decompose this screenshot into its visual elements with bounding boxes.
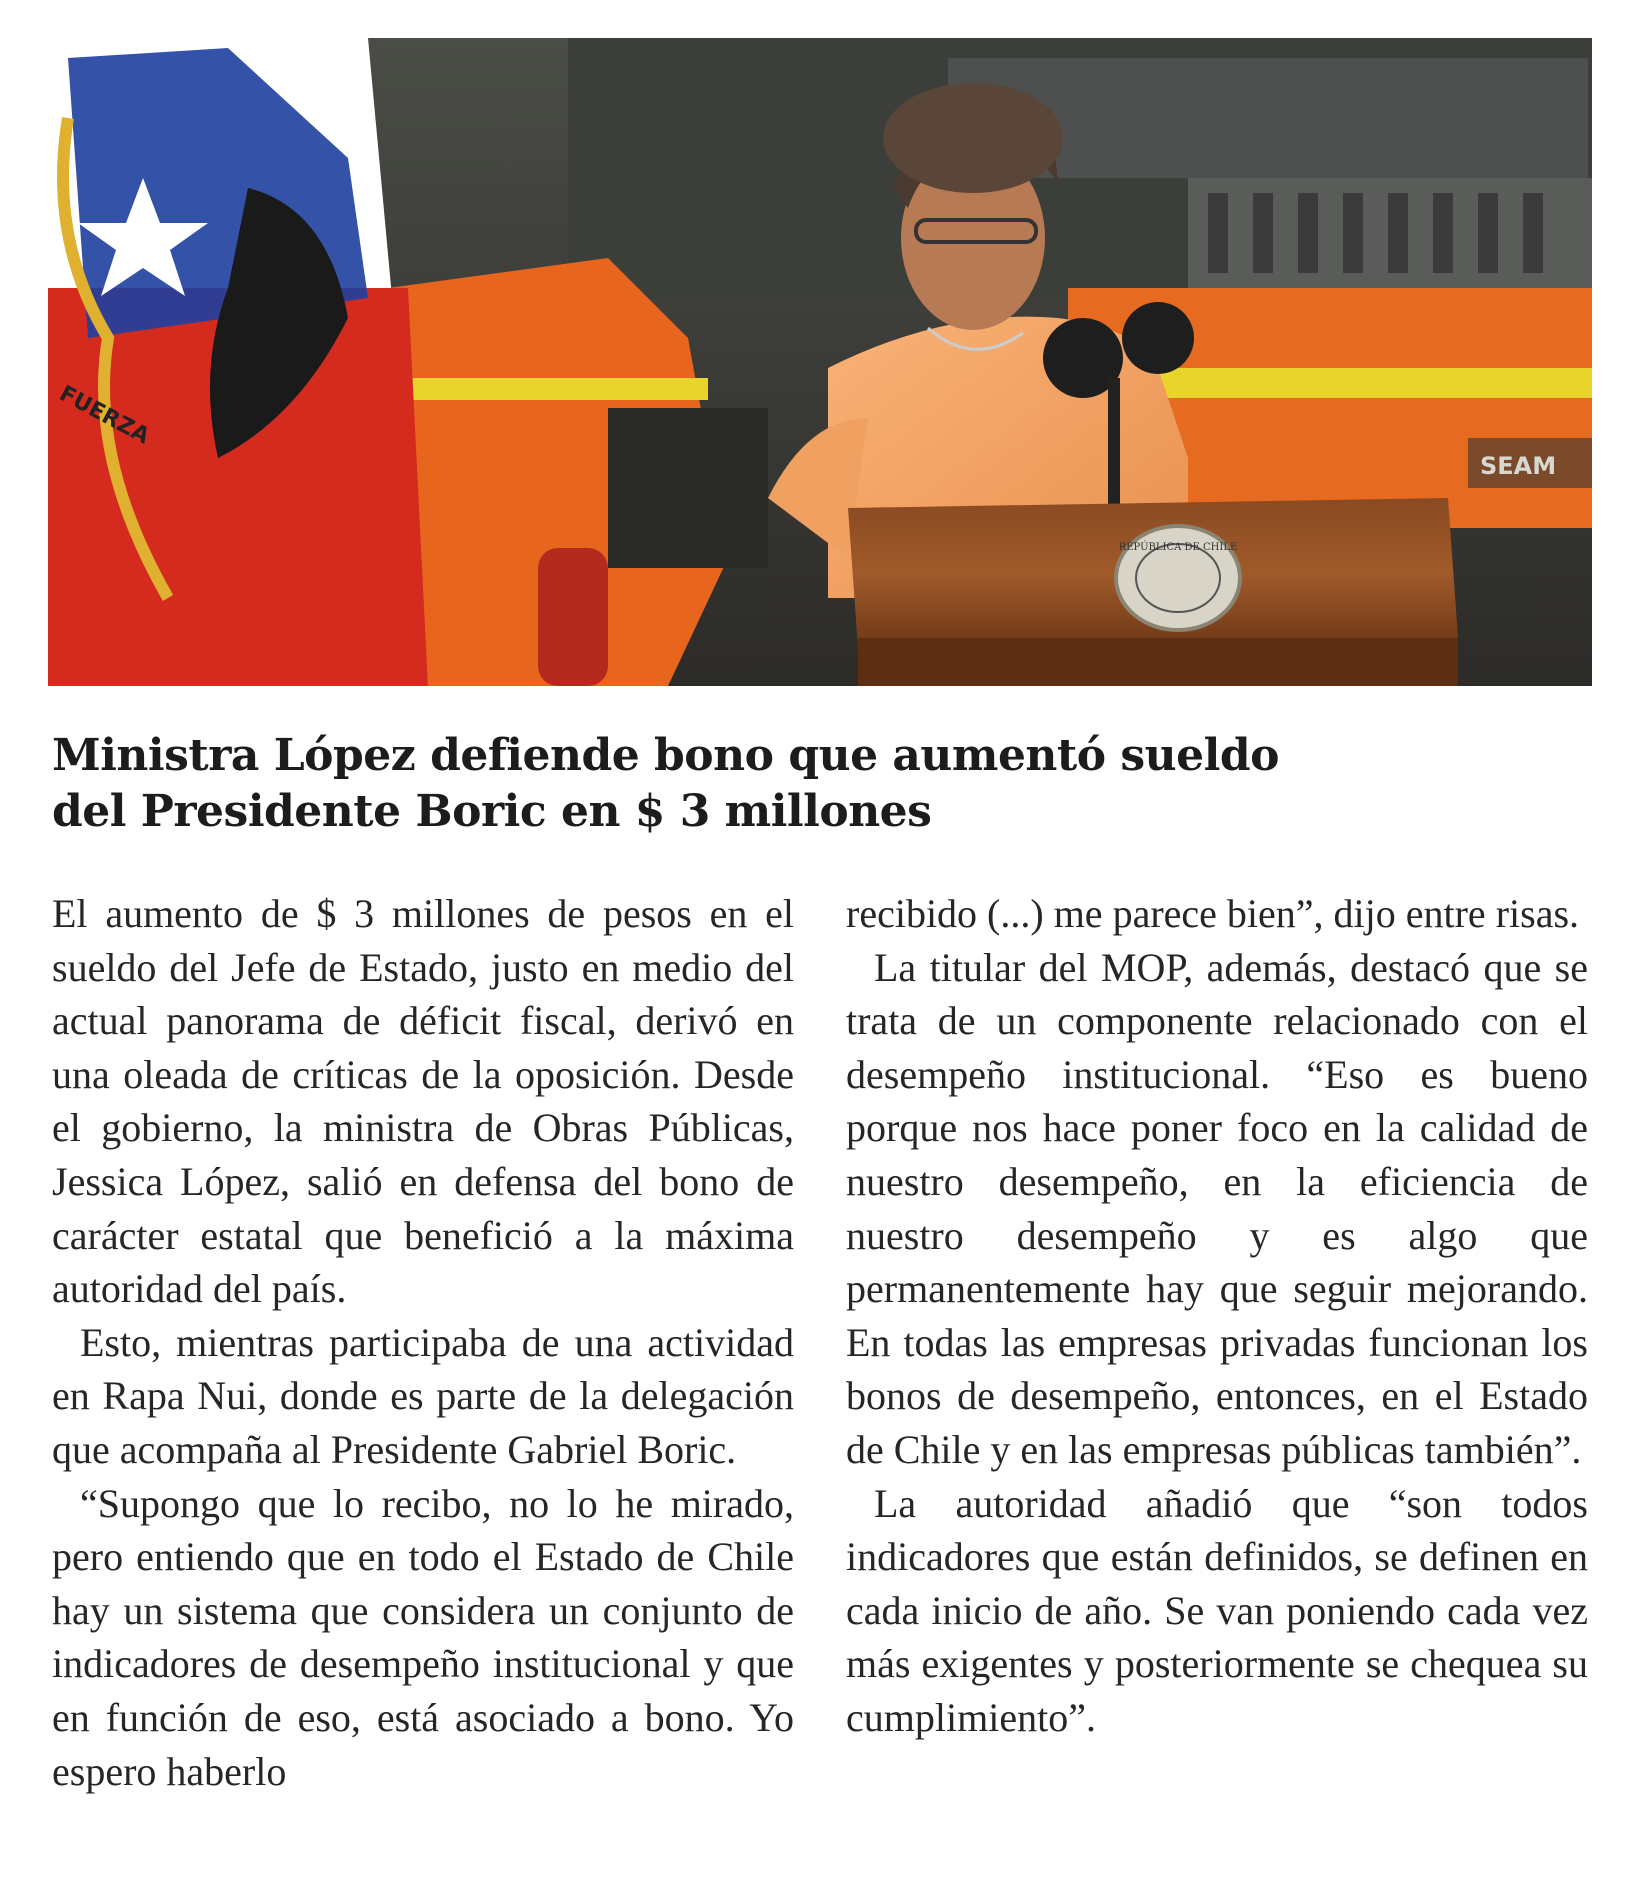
article-body <box>52 887 1592 1867</box>
microphone-icon-2 <box>1122 302 1194 374</box>
woman-hair-top <box>883 83 1063 193</box>
podium-base <box>858 638 1458 686</box>
column-left <box>52 887 794 1798</box>
paragraph: La autoridad añadió que “son todos indicadores que están definidos, se definen en cada inicio de año. Se van poniendo cada vez más exigentes y posteriormente se chequea su cumplimiento”. <box>846 1480 1588 1740</box>
loader-dark-part <box>608 408 768 568</box>
fire-extinguisher <box>538 548 608 686</box>
paragraph: El aumento de $ 3 millones de pesos en el sueldo del Jefe de Estado, justo en medio del actual panorama de déficit fiscal, derivó en una oleada de críticas de la oposición. Desde el gobierno, la ministra de Obras Públicas, Jessica López, salió en defensa del bono de carácter estatal que benefició a la máxima autoridad del país. <box>52 891 794 1312</box>
article-photo <box>48 38 1592 686</box>
headline-line-2: del Presidente Boric en $ 3 millones <box>52 786 932 837</box>
column-right <box>846 887 1588 1745</box>
paragraph-continued: recibido (...) me parece bien”, dijo entre risas. <box>846 891 1580 936</box>
photo-illustration <box>48 38 1592 686</box>
yellow-stripe-left <box>388 378 708 400</box>
seal-text: REPÚBLICA DE CHILE <box>1118 542 1238 553</box>
flag-motto-text: FUERZA <box>55 381 154 450</box>
headline-line-1: Ministra López defiende bono que aumentó sueldo <box>52 730 1279 781</box>
headline <box>52 728 1552 840</box>
paragraph: La titular del MOP, además, destacó que se trata de un componente relacionado con el desempeño institucional. “Eso es bueno porque nos hace poner foco en la calidad de nuestro desempeño, en la eficiencia de nuestro desempeño y es algo que permanentemente hay que seguir mejorando. En todas las empresas privadas funcionan los bonos de desempeño, entonces, en el Estado de Chile y en las empresas públicas también”. <box>846 944 1588 1472</box>
paragraph: Esto, mientras participaba de una actividad en Rapa Nui, donde es parte de la delegación que acompaña al Presidente Gabriel Boric. <box>52 1319 794 1472</box>
paragraph: “Supongo que lo recibo, no lo he mirado, pero entiendo que en todo el Estado de Chile hay un sistema que considera un conjunto de indicadores de desempeño institucional y que en función de eso, está asociado a bono. Yo espero haberlo <box>52 1480 794 1794</box>
truck-badge-text: SEAM <box>1480 452 1557 480</box>
